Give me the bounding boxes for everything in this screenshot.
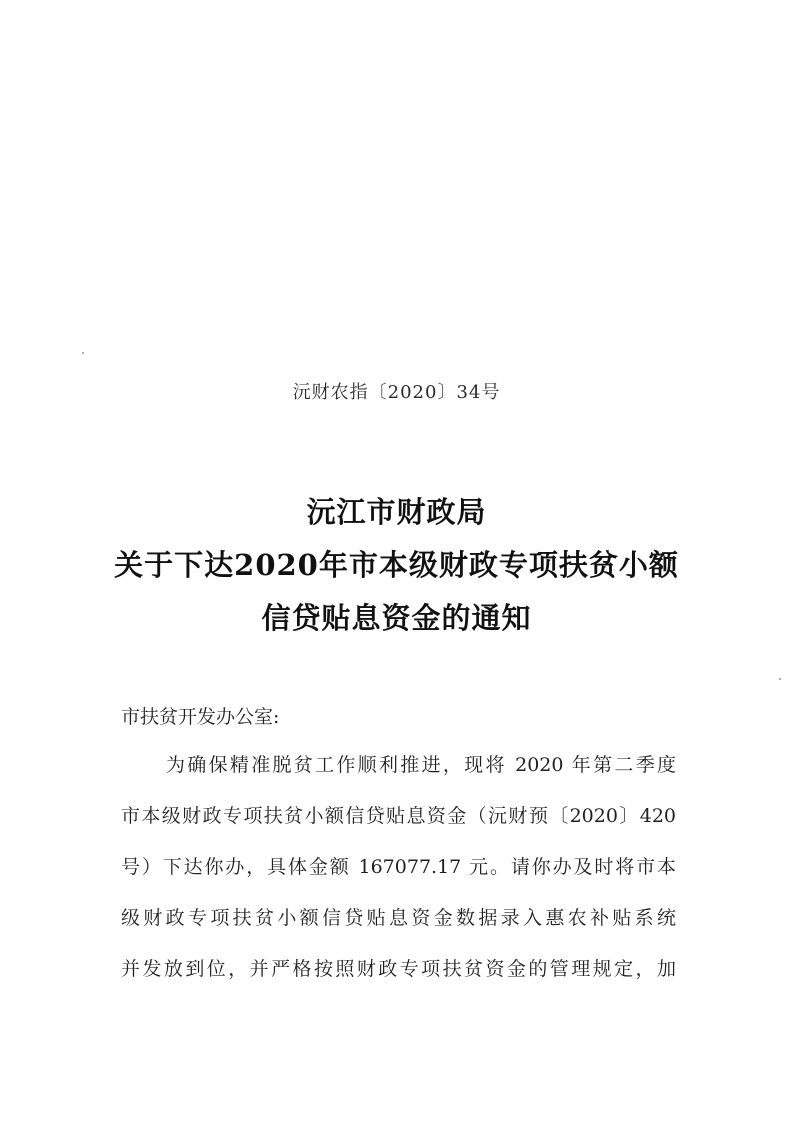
title-issuer: 沅江市财政局 — [306, 495, 487, 529]
body-line: 市本级财政专项扶贫小额信贷贴息资金（沅财预〔2020〕420 — [121, 805, 676, 827]
body-line: 并发放到位，并严格按照财政专项扶贫资金的管理规定，加 — [121, 958, 676, 980]
document-number: 沅财农指〔2020〕34号 — [292, 382, 501, 403]
body-line: 级财政专项扶贫小额信贷贴息资金数据录入惠农补贴系统 — [121, 907, 676, 929]
title-subject-line-1: 关于下达2020年市本级财政专项扶贫小额 — [114, 548, 679, 582]
scan-speck — [82, 352, 84, 354]
salutation: 市扶贫开发办公室: — [121, 706, 280, 728]
scan-speck — [779, 678, 781, 680]
body-line: 号）下达你办，具体金额 167077.17 元。请你办及时将市本 — [121, 856, 676, 878]
title-subject-line-2: 信贷贴息资金的通知 — [261, 601, 532, 635]
body-line: 为确保精准脱贫工作顺利推进，现将 2020 年第二季度 — [166, 754, 676, 776]
